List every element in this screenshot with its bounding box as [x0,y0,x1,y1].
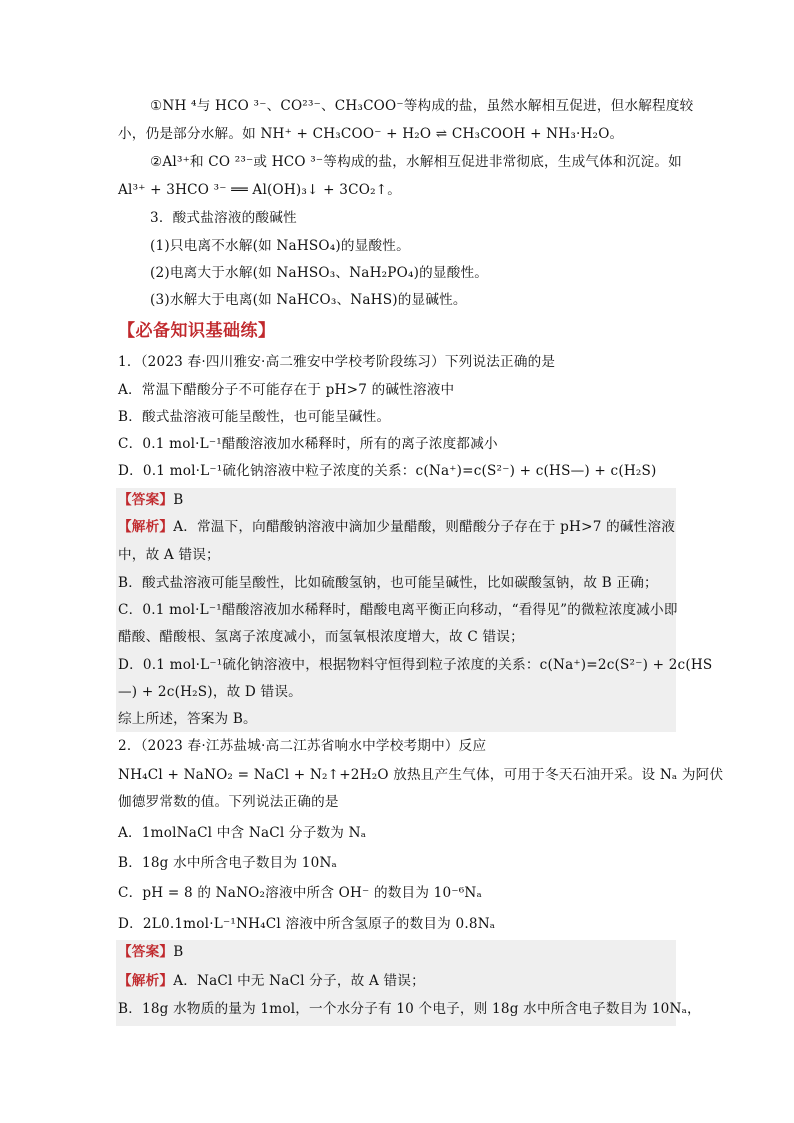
q1-explain-line-6: D．0.1 mol·L⁻¹硫化钠溶液中，根据物料守恒得到粒子浓度的关系：c(Na⁺)=2c(S²⁻) + 2c(HS [118,657,713,673]
q2-explain-line-2: B．18g 水物质的量为 1mol，一个水分子有 10 个电子，则 18g 水中所含电子数目为 10Nₐ， [118,1001,701,1017]
q1-explain-line-1 [118,517,675,537]
q1-analysis-tag: 【解析】 [118,519,174,535]
q1-answer: B [173,492,184,508]
q1-option-b: B．酸式盐溶液可能呈酸性，也可能呈碱性。 [118,409,391,425]
q2-answer-tag: 【答案】 [118,944,174,960]
q2-answer-line [118,942,183,962]
q2-stem-1: 2．（2023 春·江苏盐城·高二江苏省响水中学校考期中）反应 [118,738,487,754]
intro-line-8: (3)水解大于电离(如 NaHCO₃、NaHS)的显碱性。 [150,292,467,308]
intro-line-4: Al³⁺ + 3HCO ³⁻ ══ Al(OH)₃↓ + 3CO₂↑。 [118,182,402,198]
q1-answer-line [118,490,183,510]
intro-line-5: 3．酸式盐溶液的酸碱性 [150,210,297,226]
q2-explain-line-1 [118,971,425,991]
q2-option-c: C．pH = 8 的 NaNO₂溶液中所含 OH⁻ 的数目为 10⁻⁶Nₐ [118,885,482,901]
section-heading: 【必备知识基础练】 [118,321,276,341]
q2-stem-3: 伽德罗常数的值。下列说法正确的是 [118,794,339,810]
intro-line-6: (1)只电离不水解(如 NaHSO₄)的显酸性。 [150,238,410,254]
q1-option-d: D．0.1 mol·L⁻¹硫化钠溶液中粒子浓度的关系：c(Na⁺)=c(S²⁻) + c(HS—) + c(H₂S) [118,463,657,479]
q1-explain-line-7: —) + 2c(H₂S)，故 D 错误。 [118,684,302,700]
q1-explain-line-3: B．酸式盐溶液可能呈酸性，比如硫酸氢钠，也可能呈碱性，比如碳酸氢钠，故 B 正确； [118,575,658,591]
q1-explain-line-4: C．0.1 mol·L⁻¹醋酸溶液加水稀释时，醋酸电离平衡正向移动，“看得见”的微粒浓度减小即 [118,602,678,618]
q1-explain-line-5: 醋酸、醋酸根、氢离子浓度减小，而氢氧根浓度增大，故 C 错误； [118,629,524,645]
q2-answer: B [173,944,184,960]
q1-explain-line-8: 综上所述，答案为 B。 [118,711,257,727]
intro-line-1: ①NH ⁴与 HCO ³⁻、CO²³⁻、CH₃COO⁻等构成的盐，虽然水解相互促进，但水解程度较 [150,98,694,114]
q2-stem-2: NH₄Cl + NaNO₂ = NaCl + N₂↑+2H₂O 放热且产生气体，可用于冬天石油开采。设 Nₐ 为阿伏 [118,767,724,783]
q1-stem: 1．（2023 春·四川雅安·高二雅安中学校考阶段练习）下列说法正确的是 [118,354,556,370]
q2-option-d: D．2L0.1mol·L⁻¹NH₄Cl 溶液中所含氢原子的数目为 0.8Nₐ [118,916,496,932]
q1-option-c: C．0.1 mol·L⁻¹醋酸溶液加水稀释时，所有的离子浓度都减小 [118,436,498,452]
intro-line-2: 小，仍是部分水解。如 NH⁺ + CH₃COO⁻ + H₂O ⇌ CH₃COOH + NH₃·H₂O。 [118,126,624,142]
q2-explain-a: A．NaCl 中无 NaCl 分子，故 A 错误； [173,973,425,989]
q2-option-b: B．18g 水中所含电子数目为 10Nₐ [118,855,338,871]
q1-option-a: A．常温下醋酸分子不可能存在于 pH>7 的碱性溶液中 [118,382,455,398]
q1-explain-a: A．常温下，向醋酸钠溶液中滴加少量醋酸，则醋酸分子存在于 pH>7 的碱性溶液 [173,519,676,535]
intro-line-3: ②Al³⁺和 CO ²³⁻或 HCO ³⁻等构成的盐，水解相互促进非常彻底，生成气体和沉淀。如 [150,154,682,170]
q2-option-a: A．1molNaCl 中含 NaCl 分子数为 Nₐ [118,825,367,841]
q2-analysis-tag: 【解析】 [118,973,174,989]
intro-line-7: (2)电离大于水解(如 NaHSO₃、NaH₂PO₄)的显酸性。 [150,265,489,281]
q1-explain-line-2: 中，故 A 错误； [118,547,220,563]
q1-answer-tag: 【答案】 [118,492,174,508]
